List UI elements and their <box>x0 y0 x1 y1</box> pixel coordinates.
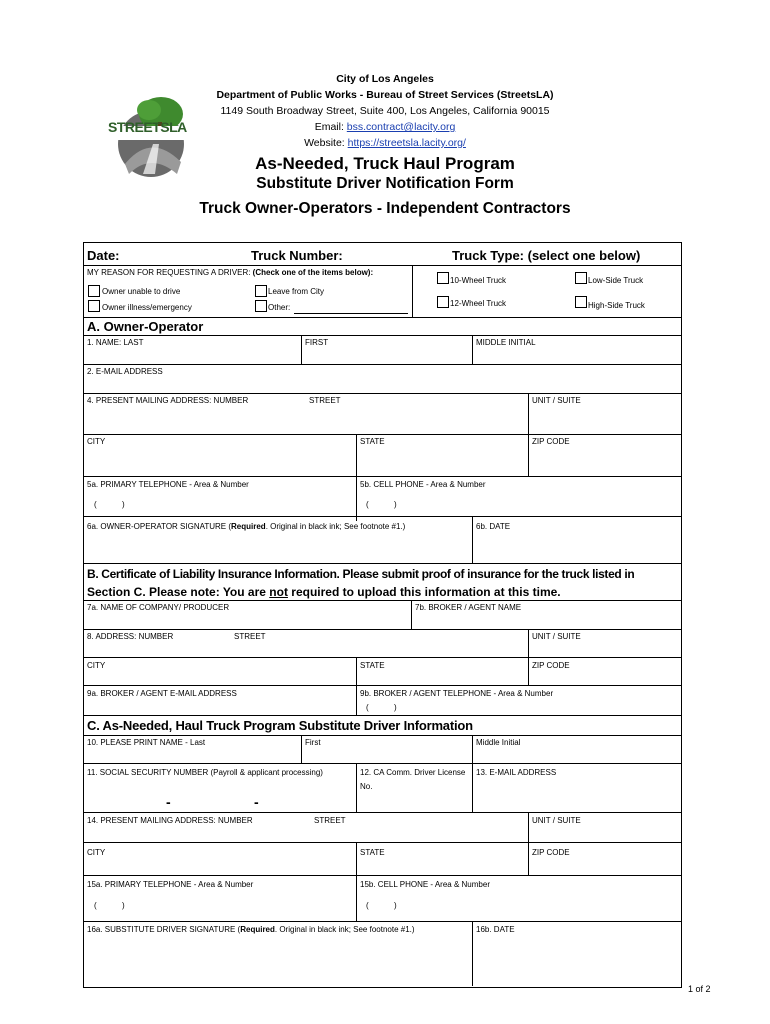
ssn-dash-1: - <box>166 794 171 810</box>
driver-first-name-label: First <box>305 738 321 747</box>
driver-mailing-number-label: 14. PRESENT MAILING ADDRESS: NUMBER <box>87 816 253 825</box>
header-department: Department of Public Works - Bureau of Street Services (StreetsLA) <box>216 89 554 101</box>
owner-primary-phone-paren-open: ( <box>94 500 97 509</box>
form-border <box>83 242 682 988</box>
broker-name-label: 7b. BROKER / AGENT NAME <box>415 603 522 612</box>
section-a-title: A. Owner-Operator <box>87 319 204 334</box>
broker-phone-label: 9b. BROKER / AGENT TELEPHONE - Area & Number <box>360 689 554 698</box>
owner-state-label: STATE <box>360 437 385 446</box>
form-subtitle-contractors: Truck Owner-Operators - Independent Contractors <box>199 200 571 217</box>
driver-cell-phone-paren-open: ( <box>366 901 369 910</box>
section-b-title-line2: Section C. Please note: You are not required to upload this information at this time. <box>87 585 561 599</box>
driver-ssn-label: 11. SOCIAL SECURITY NUMBER (Payroll & applicant processing) <box>87 768 323 777</box>
truck-low-side-checkbox[interactable] <box>575 272 587 284</box>
owner-primary-phone-paren-close: ) <box>122 500 125 509</box>
driver-signature-label: 16a. SUBSTITUTE DRIVER SIGNATURE (Required. Original in black ink; See footnote #1.) <box>87 925 415 934</box>
owner-email-label: 2. E-MAIL ADDRESS <box>87 367 163 376</box>
owner-mailing-number-label: 4. PRESENT MAILING ADDRESS: NUMBER <box>87 396 249 405</box>
header-website-link[interactable]: https://streetsla.lacity.org/ <box>347 137 466 149</box>
header-email-label: Email: <box>314 121 344 133</box>
driver-date-label: 16b. DATE <box>476 925 515 934</box>
ssn-dash-2: - <box>254 794 259 810</box>
broker-email-label: 9a. BROKER / AGENT E-MAIL ADDRESS <box>87 689 237 698</box>
header-email-line <box>0 119 770 135</box>
reason-leave-checkbox[interactable] <box>255 285 267 297</box>
owner-last-name-label: 1. NAME: LAST <box>87 338 144 347</box>
owner-cell-phone-paren-open: ( <box>366 500 369 509</box>
driver-city-label: CITY <box>87 848 106 857</box>
reason-other-checkbox[interactable] <box>255 300 267 312</box>
section-c-title: C. As-Needed, Haul Truck Program Substitute Driver Information <box>87 718 473 733</box>
header-website-line <box>0 135 770 151</box>
broker-address-number-label: 8. ADDRESS: NUMBER <box>87 632 174 641</box>
truck-10-wheel-checkbox[interactable] <box>437 272 449 284</box>
page-number: 1 of 2 <box>688 984 711 994</box>
header-city: City of Los Angeles <box>336 73 434 85</box>
driver-unit-label: UNIT / SUITE <box>532 816 581 825</box>
owner-first-name-label: FIRST <box>305 338 329 347</box>
driver-state-label: STATE <box>360 848 385 857</box>
truck-12-wheel-checkbox[interactable] <box>437 296 449 308</box>
driver-middle-initial-label: Middle Initial <box>476 738 521 747</box>
driver-cell-phone-label: 15b. CELL PHONE - Area & Number <box>360 880 490 889</box>
truck-type-label: Truck Type: (select one below) <box>452 248 641 263</box>
driver-primary-phone-paren-open: ( <box>94 901 97 910</box>
section-b-title-line1: B. Certificate of Liability Insurance Information. Please submit proof of insurance for the truck listed in <box>87 567 635 581</box>
date-label: Date: <box>87 248 120 263</box>
reason-owner-unable-checkbox[interactable] <box>88 285 100 297</box>
truck-low-side-label: Low-Side Truck <box>588 276 644 285</box>
driver-license-label-no: No. <box>360 782 373 791</box>
owner-cell-phone-label: 5b. CELL PHONE - Area & Number <box>360 480 486 489</box>
owner-date-label: 6b. DATE <box>476 522 511 531</box>
reason-other-input[interactable] <box>294 301 408 314</box>
header-email-link[interactable]: bss.contract@lacity.org <box>346 121 456 133</box>
reason-illness-label: Owner illness/emergency <box>102 303 192 312</box>
broker-unit-label: UNIT / SUITE <box>532 632 581 641</box>
broker-street-label: STREET <box>234 632 266 641</box>
logo-text: STREETSLA <box>108 119 187 135</box>
driver-primary-phone-label: 15a. PRIMARY TELEPHONE - Area & Number <box>87 880 254 889</box>
owner-unit-label: UNIT / SUITE <box>532 396 581 405</box>
owner-middle-initial-label: MIDDLE INITIAL <box>476 338 536 347</box>
owner-street-label: STREET <box>309 396 341 405</box>
form-subtitle: Substitute Driver Notification Form <box>256 175 514 192</box>
reason-illness-checkbox[interactable] <box>88 300 100 312</box>
owner-city-label: CITY <box>87 437 106 446</box>
driver-zip-label: ZIP CODE <box>532 848 570 857</box>
broker-state-label: STATE <box>360 661 385 670</box>
driver-street-label: STREET <box>314 816 346 825</box>
owner-signature-label: 6a. OWNER-OPERATOR SIGNATURE (Required. Original in black ink; See footnote #1.) <box>87 522 406 531</box>
reason-owner-unable-label: Owner unable to drive <box>102 287 181 296</box>
reason-other-label: Other: <box>268 303 291 312</box>
broker-zip-label: ZIP CODE <box>532 661 570 670</box>
driver-email-label: 13. E-MAIL ADDRESS <box>476 768 557 777</box>
truck-number-label: Truck Number: <box>251 248 343 263</box>
broker-phone-paren-open: ( <box>366 703 369 712</box>
driver-last-name-label: 10. PLEASE PRINT NAME - Last <box>87 738 206 747</box>
broker-city-label: CITY <box>87 661 106 670</box>
truck-high-side-label: High-Side Truck <box>588 301 645 310</box>
reason-label: MY REASON FOR REQUESTING A DRIVER: (Check one of the items below): <box>87 268 374 277</box>
reason-leave-label: Leave from City <box>268 287 325 296</box>
owner-cell-phone-paren-close: ) <box>394 500 397 509</box>
driver-license-label: 12. CA Comm. Driver License <box>360 768 466 777</box>
truck-high-side-checkbox[interactable] <box>575 296 587 308</box>
owner-zip-label: ZIP CODE <box>532 437 570 446</box>
truck-10-wheel-label: 10-Wheel Truck <box>450 276 507 285</box>
form-title: As-Needed, Truck Haul Program <box>255 154 515 173</box>
insurance-company-label: 7a. NAME OF COMPANY/ PRODUCER <box>87 603 230 612</box>
header-website-label: Website: <box>304 137 345 149</box>
driver-cell-phone-paren-close: ) <box>394 901 397 910</box>
owner-primary-phone-label: 5a. PRIMARY TELEPHONE - Area & Number <box>87 480 249 489</box>
header-address: 1149 South Broadway Street, Suite 400, Los Angeles, California 90015 <box>220 105 550 117</box>
driver-primary-phone-paren-close: ) <box>122 901 125 910</box>
truck-12-wheel-label: 12-Wheel Truck <box>450 299 507 308</box>
broker-phone-paren-close: ) <box>394 703 397 712</box>
